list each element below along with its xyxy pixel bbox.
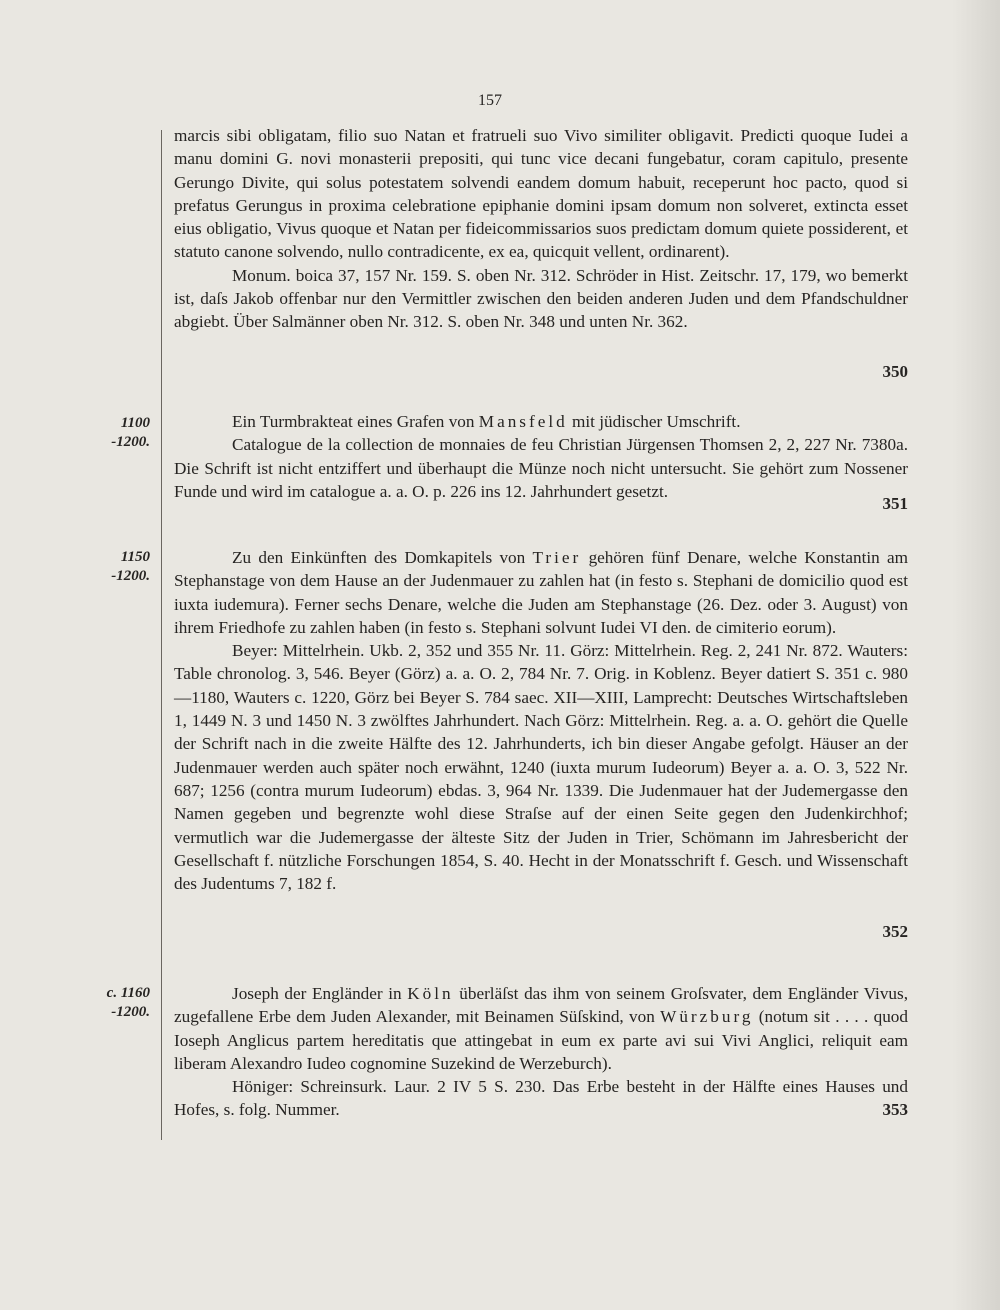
place-name-koeln: Köln (407, 984, 454, 1003)
entry-number-352: 352 (882, 922, 908, 941)
page-edge-shadow (952, 0, 1000, 1310)
entry-353-source: Höniger: Schreinsurk. Laur. 2 IV 5 S. 230. Das Erbe besteht in der Hälfte eines Hauses und Hofes, s. folg. Nummer. (174, 1077, 908, 1120)
entry-353-text (174, 982, 908, 1122)
entry-353-summary (174, 982, 908, 1075)
entry-352-source: Beyer: Mittelrhein. Ukb. 2, 352 und 355 Nr. 11. Görz: Mittelrhein. Reg. 2, 241 Nr. 872. Wauters: Table chronolog. 3, 546. Beyer (Görz) a. a. O. 2, 784 Nr. 7. Orig. in Koblenz. Beyer datiert S. 351 c. 980—1180, Wauters c. 1220, Görz bei Beyer S. 784 saec. XII—XIII, Lamprecht: Deutsches Wirtschaftsleben 1, 1449 N. 3 und 1450 N. 3 zwölftes Jahrhundert. Nach Görz: Mittelrhein. Reg. a. a. O. gehört die Quelle der Schrift nach in die zweite Hälfte des 12. Jahrhunderts, ich bin dieser Angabe gefolgt. Häuser an der Judenmauer werden auch später noch erwähnt, 1240 (iuxta murum Iudeorum) Beyer a. a. O. 3, 522 Nr. 687; 1256 (contra murum Iudeorum) ebdas. 3, 964 Nr. 1339. Die Judenmauer hat der Judemergasse den Namen gegeben und begrenzte wohl diese Straſse auf der einen Seite gegen den Judenkirchhof; vermutlich war die Judemergasse der älteste Sitz der Juden in Trier, Schömann im Jahresbericht der Gesellschaft f. nützliche Forschungen 1854, S. 40. Hecht in der Monatsschrift f. Gesch. und Wissenschaft des Judentums 7, 182 f. (174, 641, 908, 894)
entry-352-summary-part1: Zu den Einkünften des Domkapitels von (232, 548, 533, 567)
entry-351-summary-part1: Ein Turmbrakteat eines Grafen von (232, 412, 479, 431)
entry-353-summary-part2: überläſst das ihm von seinem Groſsvater, dem Engländer Vivus, zugefallene Erbe dem Juden Alexander, mit Beinamen Süſskind, von (174, 984, 909, 1027)
entry-351-text (174, 410, 908, 503)
entry-353-date-line1: c. 1160 (106, 985, 150, 1001)
place-name-trier: Trier (532, 548, 582, 567)
entry-353-date-line2: -1200. (111, 1004, 150, 1020)
entry-351-summary (174, 410, 908, 433)
entry-351-date (86, 414, 150, 452)
entry-351-date-line1: 1100 (120, 415, 150, 431)
entry-351-source: Catalogue de la collection de monnaies de feu Christian Jürgensen Thomsen 2, 2, 227 Nr. 7380a. Die Schrift ist nicht entziffert und überhaupt die Münze noch nicht untersucht. Sie gehört zum Nossener Funde und wird im catalogue a. a. O. p. 226 ins 12. Jahrhundert gesetzt. (174, 435, 908, 501)
margin-rule (161, 130, 162, 1140)
entry-351-date-line2: -1200. (111, 434, 150, 450)
place-name-wuerzburg: Würzburg (660, 1007, 754, 1027)
entry-353-date (86, 984, 150, 1022)
entry-353-summary-part3: (notum sit . . . . quod Ioseph Anglicus partem hereditatis que attingebat in eum ex parte avi sui Vivi Anglici, reliquit eam liberam Alexandro Iudeo cognomine Suzekind de Werzeburch). (174, 1007, 908, 1073)
entry-350-source: Monum. boica 37, 157 Nr. 159. S. oben Nr. 312. Schröder in Hist. Zeitschr. 17, 179, wo bemerkt ist, daſs Jakob offenbar nur den Vermittler zwischen den beiden anderen Juden und dem Pfandschuldner abgiebt. Über Salmänner oben Nr. 312. S. oben Nr. 348 und unten Nr. 362. (174, 265, 908, 332)
entry-number-350: 350 (882, 362, 908, 381)
entry-352-date (86, 548, 150, 586)
page-number: 157 (478, 92, 502, 109)
entry-number-351: 351 (882, 494, 908, 513)
entry-353-summary-part1: Joseph der Engländer in (232, 984, 408, 1003)
entry-352-summary-part2: gehören fünf Denare, welche Konstantin am Stephanstage von dem Hause an der Judenmauer zu zahlen hat (in festo s. Stephani de domicilio quod est iuxta iudemura). Ferner sechs Denare, welche die Juden am Stephanstage (26. Dez. oder 3. August) von ihrem Friedhofe zu zahlen haben (in festo s. Stephani solvunt Iudei VI den. de cimiterio eorum). (174, 548, 908, 637)
entry-352-date-line2: -1200. (111, 568, 150, 584)
entry-350-body: marcis sibi obligatam, filio suo Natan et fratrueli suo Vivo similiter obligavit. Predicti quoque Iudei a manu domini G. novi monasterii prepositi, qui tunc vice decani fungebatur, coram capitulo, presente Gerungo Divite, qui solus potestatem solvendi eandem domum habuit, receperunt hoc pacto, quod si prefatus Gerungus in proxima celebratione epiphanie domini ipsam domum non solveret, extincta esset eius obligatio, Vivus quoque et Natan per fideicommissarios suos predictam domum quiete possiderent, et statuto canone solvendo, nullo contradicente, ex ea, quicquit vellent, ordinarent). (174, 126, 908, 262)
place-name-mansfeld: Mansfeld (478, 412, 568, 431)
entry-352-summary (174, 546, 908, 639)
entry-351-summary-part2: mit jüdischer Umschrift. (567, 412, 741, 431)
entry-352-date-line1: 1150 (120, 549, 150, 565)
entry-352-text (174, 546, 908, 895)
entry-number-353: 353 (882, 1100, 908, 1119)
entry-350-text (174, 124, 908, 334)
